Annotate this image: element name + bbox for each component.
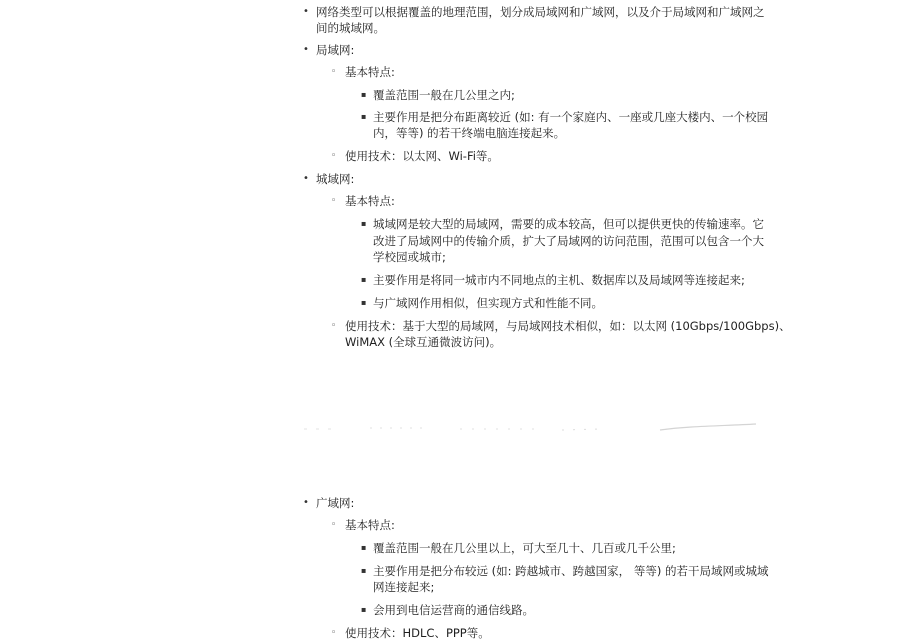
wan-point-telecom: 会用到电信运营商的通信线路。 — [373, 603, 534, 617]
bullet-level3: ▪ — [361, 605, 367, 614]
bullet-level2: ◦ — [331, 67, 337, 77]
lan-point-coverage: 覆盖范围一般在几公里之内; — [373, 88, 515, 102]
bullet-level1: • — [303, 44, 309, 55]
bullet-level3: ▪ — [361, 90, 367, 99]
wan-heading: 广域网: — [316, 496, 355, 510]
bullet-level3: ▪ — [361, 219, 367, 228]
bullet-level2: ◦ — [331, 196, 337, 206]
lan-point-purpose-line2: 内，等等) 的若干终端电脑连接起来。 — [373, 126, 566, 140]
lan-heading: 局域网: — [316, 43, 355, 57]
wan-point-coverage: 覆盖范围一般在几公里以上，可大至几十、几百或几千公里; — [373, 541, 676, 555]
lan-technology: 使用技术：以太网、Wi-Fi等。 — [345, 149, 499, 163]
lan-point-purpose-line1: 主要作用是把分布距离较近 (如: 有一个家庭内、一座或几座大楼内、一个校园 — [373, 110, 769, 124]
intro-text-line2: 间的城域网。 — [316, 21, 385, 35]
bullet-level1: • — [303, 173, 309, 184]
bullet-level3: ▪ — [361, 112, 367, 121]
bullet-level3: ▪ — [361, 566, 367, 575]
bullet-level2: ◦ — [331, 520, 337, 530]
man-point-description-line3: 学校园或城市; — [373, 250, 446, 264]
man-point-purpose: 主要作用是将同一城市内不同地点的主机、数据库以及局域网等连接起来; — [373, 273, 745, 287]
wan-basic-features-label: 基本特点: — [345, 518, 395, 532]
lan-basic-features-label: 基本特点: — [345, 65, 395, 79]
man-point-description-line2: 改进了局域网中的传输介质，扩大了局域网的访问范围，范围可以包含一个大 — [373, 234, 764, 248]
wan-technology: 使用技术：HDLC、PPP等。 — [345, 626, 490, 640]
bullet-level1: • — [303, 6, 309, 17]
page-break-divider — [300, 421, 760, 435]
bullet-level2: ◦ — [331, 321, 337, 331]
man-basic-features-label: 基本特点: — [345, 194, 395, 208]
bullet-level1: • — [303, 497, 309, 508]
man-point-comparison: 与广域网作用相似，但实现方式和性能不同。 — [373, 296, 603, 310]
man-technology-line2: WiMAX (全球互通微波访问)。 — [345, 335, 502, 349]
bullet-level2: ◦ — [331, 628, 337, 638]
wan-point-purpose-line1: 主要作用是把分布较远 (如: 跨越城市、跨越国家， 等等) 的若干局域网或城域 — [373, 564, 769, 578]
intro-text-line1: 网络类型可以根据覆盖的地理范围，划分成局域网和广域网，以及介于局域网和广域网之 — [316, 5, 765, 19]
bullet-level2: ◦ — [331, 151, 337, 161]
man-heading: 城域网: — [316, 172, 355, 186]
bullet-level3: ▪ — [361, 298, 367, 307]
bullet-level3: ▪ — [361, 275, 367, 284]
man-technology-line1: 使用技术：基于大型的局域网，与局域网技术相似，如：以太网 (10Gbps/100Gbps)、 — [345, 319, 791, 333]
man-point-description-line1: 城域网是较大型的局域网，需要的成本较高，但可以提供更快的传输速率。它 — [373, 217, 764, 231]
wan-point-purpose-line2: 网连接起来; — [373, 580, 435, 594]
bullet-level3: ▪ — [361, 543, 367, 552]
